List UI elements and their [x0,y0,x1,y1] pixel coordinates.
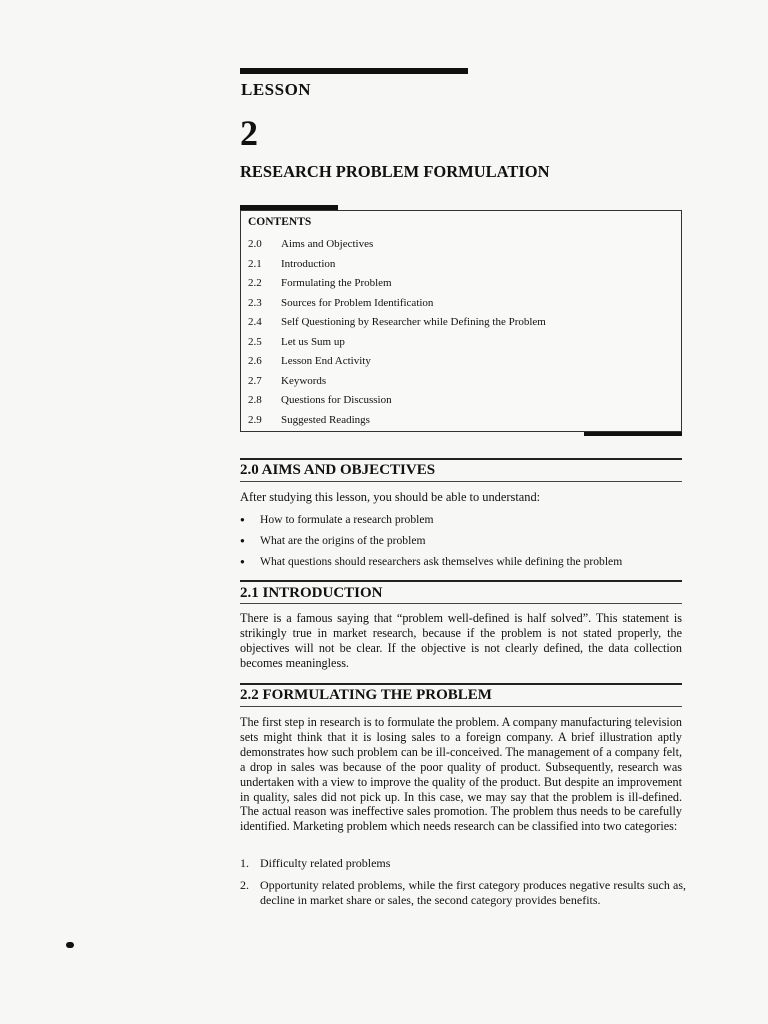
problem-category-list [240,856,686,907]
section-rule [240,481,682,482]
toc-number: 2.7 [248,374,262,387]
toc-item [248,353,678,373]
category-item [240,856,686,878]
aims-heading: 2.0 AIMS AND OBJECTIVES [240,462,436,478]
toc-label: Formulating the Problem [281,277,392,289]
contents-list [248,236,678,431]
bullet-item: ● What questions should researchers ask themselves while defining the problem [240,554,685,575]
formulating-heading: 2.2 FORMULATING THE PROBLEM [240,687,492,703]
contents-top-rule [240,205,338,210]
section-rule [240,580,682,582]
toc-label: Lesson End Activity [281,355,371,367]
section-rule [240,683,682,685]
category-text: Opportunity related problems, while the first category produces negative results such as, decline in market share or sales, the second category provides benefits. [260,878,686,907]
contents-bottom-rule [584,432,682,436]
toc-number: 2.5 [248,335,262,348]
section-rule [240,458,682,460]
lesson-label: LESSON [241,80,312,99]
toc-number: 2.0 [248,238,262,250]
toc-number: 2.3 [248,296,262,309]
toc-label: Keywords [281,374,327,387]
toc-label: Aims and Objectives [281,238,374,250]
toc-number: 2.4 [248,316,262,328]
toc-item [248,334,678,354]
contents-heading: CONTENTS [248,216,312,228]
lesson-number: 2 [240,113,258,153]
aims-bullets [240,512,685,575]
toc-number: 2.9 [248,413,262,426]
lesson-title: RESEARCH PROBLEM FORMULATION [240,162,550,181]
margin-mark [66,942,74,948]
toc-label: Sources for Problem Identification [281,296,434,309]
toc-item [248,314,678,334]
toc-item [248,373,678,393]
toc-label: Self Questioning by Researcher while Defining the Problem [281,316,546,328]
section-rule [240,603,682,604]
toc-item [248,295,678,315]
section-rule [240,706,682,707]
introduction-text: There is a famous saying that “problem well-defined is half solved”. This statement is strikingly true in market research, because if the problem is not stated properly, the objectives will not be clear. If the objective is not clearly defined, the data collection becomes meaningless. [240,611,682,670]
toc-label: Let us Sum up [281,335,345,348]
category-text: Difficulty related problems [260,856,391,870]
category-item [240,878,686,907]
toc-item [248,236,678,256]
bullet-item: ● How to formulate a research problem [240,512,685,533]
toc-item [248,256,678,276]
toc-number: 2.2 [248,277,262,289]
toc-label: Suggested Readings [281,413,370,426]
category-number: 1. [240,856,249,870]
introduction-heading: 2.1 INTRODUCTION [240,585,383,601]
formulating-text: The first step in research is to formulate the problem. A company manufacturing television sets might think that it is losing sales to a foreign company. A brief illustration aptly demonstrates how such problem can be ill-conceived. The management of a company felt, a drop in sales was because of the poor quality of product. Subsequently, research was undertaken with a view to improve the quality of the product. But despite an improvement in quality, sales did not pick up. In this case, we may say that the problem is ill-defined. The actual reason was ineffective sales promotion. The problem thus needs to be carefully identified. Marketing problem which needs research can be classified into two categories: [240,715,683,834]
aims-intro: After studying this lesson, you should be able to understand: [240,490,541,504]
toc-label: Questions for Discussion [281,394,392,406]
toc-number: 2.6 [248,355,262,367]
toc-item [248,412,678,432]
header-rule [240,68,468,74]
category-number: 2. [240,878,249,892]
toc-item [248,392,678,412]
toc-number: 2.1 [248,257,262,270]
toc-item [248,275,678,295]
toc-number: 2.8 [248,394,262,406]
toc-label: Introduction [281,257,336,270]
bullet-item: ● What are the origins of the problem [240,533,685,554]
